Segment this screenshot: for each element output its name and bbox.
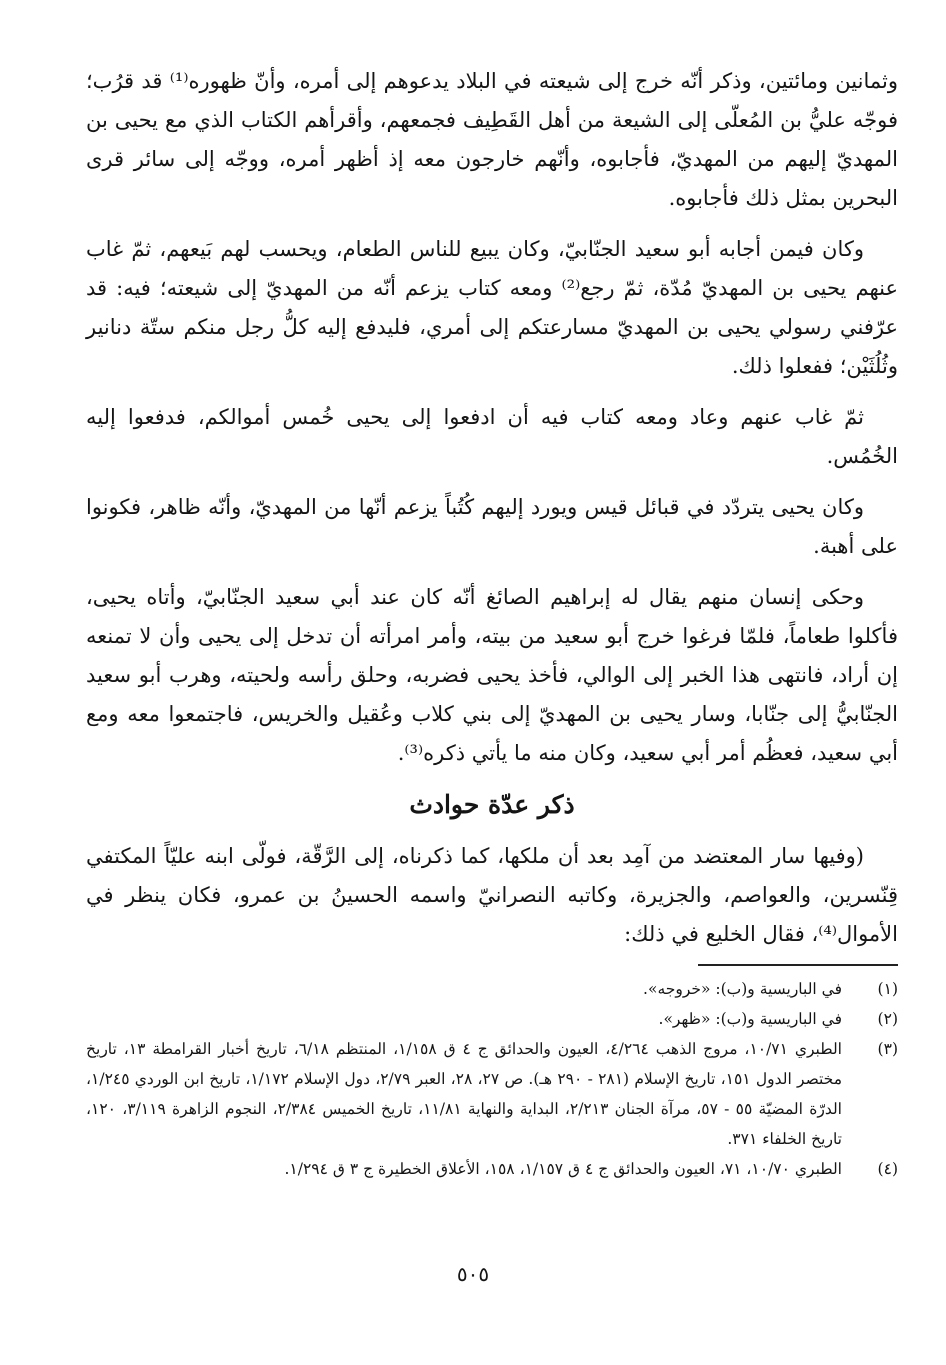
paragraph-gap xyxy=(86,218,898,230)
book-page xyxy=(86,62,898,1184)
body-paragraph-3: ثمّ غاب عنهم وعاد ومعه كتاب فيه أن ادفعوا إلى يحيى خُمس أموالكم، فدفعوا إليه الخُمُس. xyxy=(86,405,898,468)
paragraph-gap xyxy=(86,386,898,398)
footnote-2 xyxy=(86,1004,898,1034)
footnote-text: الطبري ١٠/٧١، مروج الذهب ٤/٢٦٤، العيون والحدائق ج ٤ ق ١/١٥٨، المنتظم ٦/١٨، تاريخ أخبار القرامطة ١٣، تاريخ مختصر الدول ١٥١، تاريخ الإسلام (٢٨١ - ٢٩٠ هـ). ص ٢٧، ٢٨، العبر ٢/٧٩، دول الإسلام ١/١٧٢، تاريخ ابن الوردي ١/٢٤٥، الدرّة المضيّة ٥٥ - ٥٧، مرآة الجنان ٢/٢١٣، البداية والنهاية ١١/٨١، تاريخ الخميس ٢/٣٨٤، النجوم الزاهرة ٣/١١٩، ١٢٠، تاريخ الخلفاء ٣٧١. xyxy=(86,1040,842,1148)
paragraph-gap xyxy=(86,566,898,578)
footnote-separator xyxy=(698,964,898,966)
footnote-number: (٤) xyxy=(877,1160,898,1178)
footnote-text: في الباريسية و(ب): «ظهر». xyxy=(658,1010,842,1028)
body-paragraph-5: وحكى إنسان منهم يقال له إبراهيم الصائغ أنّه كان عند أبي سعيد الجنّابيّ، وأتاه يحيى، فأكلوا طعاماً، فلمّا فرغوا خرج أبو سعيد من بيته، وأمر امرأته أن تدخل إلى يحيى وأن لا تمنعه إن أراد، فانتهى هذا الخبر إلى الوالي، فأخذ يحيى فضربه، وحلق رأسه ولحيته، وهرب أبو سعيد الجنّابيُّ إلى جنّابا، وسار يحيى بن المهديّ إلى بني كلاب وعُقيل والخريس، فاجتمعوا معه ومع أبي سعيد، فعظُم أمر أبي سعيد، وكان منه ما يأتي ذكره⁽³⁾. xyxy=(86,585,898,765)
paragraph-gap xyxy=(86,476,898,488)
footnote-1 xyxy=(86,974,898,1004)
body-paragraph-1: وثمانين ومائتين، وذكر أنّه خرج إلى شيعته في البلاد يدعوهم إلى أمره، وأنّ ظهوره⁽¹⁾ قد قرُب؛ فوجّه عليُّ بن المُعلّى إلى الشيعة من أهل القَطِيف فجمعهم، وأقرأهم الكتاب الذي مع يحيى بن المهديّ إليهم من المهديّ، فأجابوه، وأنّهم خارجون معه إذ أظهر أمره، ووجّه إلى سائر قرى البحرين بمثل ذلك فأجابوه. xyxy=(86,69,899,210)
footnote-text: في الباريسية و(ب): «خروجه». xyxy=(643,980,842,998)
footnote-number: (٢) xyxy=(877,1010,898,1028)
section-heading: ذكر عدّة حوادث xyxy=(409,790,575,819)
section-paragraph: (وفيها سار المعتضد من آمِد بعد أن ملكها، كما ذكرناه، إلى الرَّقّة، فولّى ابنه عليّاً المكتفي قِنّسرين، والعواصم، والجزيرة، وكاتبه النصرانيّ واسمه الحسينُ بن عمرو، فكان ينظر في الأموال⁽⁴⁾، فقال الخليع في ذلك: xyxy=(86,844,898,946)
footnote-number: (١) xyxy=(877,980,898,998)
footnotes-list xyxy=(86,974,898,1184)
footnote-text: الطبري ١٠/٧٠، ٧١، العيون والحدائق ج ٤ ق ١/١٥٧، ١٥٨، الأعلاق الخطيرة ج ٣ ق ١/٢٩٤. xyxy=(284,1160,842,1178)
page-number: ٥٠٥ xyxy=(456,1262,490,1286)
body-paragraph-2: وكان فيمن أجابه أبو سعيد الجنّابيّ، وكان يبيع للناس الطعام، ويحسب لهم بَيعهم، ثمّ غاب عنهم يحيى بن المهديّ مُدّة، ثمّ رجع⁽²⁾ ومعه كتاب يزعم أنّه من المهديّ إلى شيعته؛ فيه: قد عرّفني رسولي يحيى بن المهديّ مسارعتكم إلى أمري، فليدفع إليه كلُّ رجل منكم ستّة دنانير وثُلُثَيْن؛ ففعلوا ذلك. xyxy=(86,237,898,378)
footnote-number: (٣) xyxy=(877,1040,898,1058)
body-paragraph-4: وكان يحيى يتردّد في قبائل قيس ويورد إليهم كُتُباً يزعم أنّها من المهديّ، وأنّه ظاهر، فكونوا على أهبة. xyxy=(86,495,898,558)
footnote-3 xyxy=(86,1034,898,1154)
footnote-4 xyxy=(86,1154,898,1184)
